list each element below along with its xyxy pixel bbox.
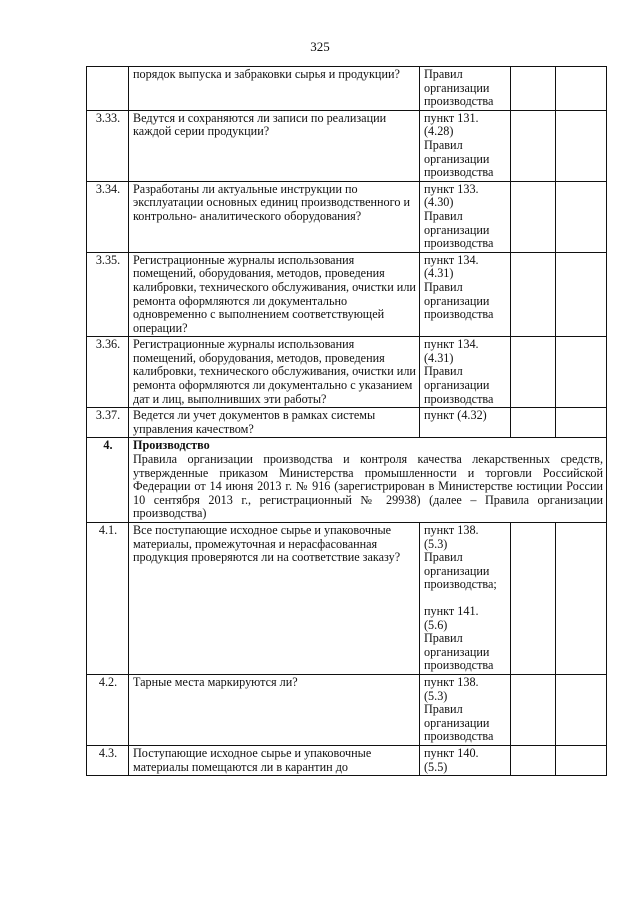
reference-line: Правил — [424, 702, 463, 717]
reference-cell — [420, 408, 511, 438]
item-number: 4.3. — [87, 745, 129, 775]
answer-no-cell — [556, 181, 607, 252]
answer-yes-cell — [511, 745, 556, 775]
table-row — [87, 181, 607, 252]
question-text: Регистрационные журналы использования помещений, оборудования, методов, проведения калибровки, технического обслуживания, очистки или ремонта оформляются ли документально с указанием дат и лиц, выполнивших эти работы? — [129, 337, 420, 408]
question-text: Разработаны ли актуальные инструкции по эксплуатации основных единиц производственного и контрольно- аналитического оборудования? — [129, 181, 420, 252]
section-cell — [129, 438, 607, 523]
reference-line: производства — [424, 165, 494, 180]
reference-line: (4.30) — [424, 195, 454, 210]
answer-no-cell — [556, 674, 607, 745]
item-number: 3.36. — [87, 337, 129, 408]
item-number: 4.2. — [87, 674, 129, 745]
reference-line: Правил — [424, 631, 463, 646]
reference-line: Правил — [424, 279, 463, 294]
reference-line: Правил — [424, 208, 463, 223]
reference-line: пункт 134. — [424, 337, 479, 352]
table-row — [87, 523, 607, 675]
answer-yes-cell — [511, 674, 556, 745]
reference-line: производства — [424, 658, 494, 673]
table-row — [87, 110, 607, 181]
reference-line: пункт 140. — [424, 745, 479, 760]
answer-no-cell — [556, 408, 607, 438]
table-row — [87, 674, 607, 745]
reference-cell — [420, 67, 511, 111]
reference-line: Правил — [424, 550, 463, 565]
reference-cell — [420, 523, 511, 675]
answer-yes-cell — [511, 181, 556, 252]
reference-cell — [420, 745, 511, 775]
reference-line: производства — [424, 236, 494, 251]
question-text: Ведутся и сохраняются ли записи по реализации каждой серии продукции? — [129, 110, 420, 181]
reference-line: производства — [424, 307, 494, 322]
section-title: Производство — [133, 438, 210, 453]
reference-line: Правил — [424, 364, 463, 379]
table-row — [87, 337, 607, 408]
item-number: 3.35. — [87, 252, 129, 337]
reference-cell — [420, 674, 511, 745]
reference-line: Правил — [424, 137, 463, 152]
section-row — [87, 438, 607, 523]
reference-line: производства — [424, 391, 494, 406]
answer-no-cell — [556, 337, 607, 408]
question-text: порядок выпуска и забраковки сырья и продукции? — [129, 67, 420, 111]
reference-line: пункт 138. — [424, 523, 479, 537]
section-description: Правила организации производства и контроля качества лекарственных средств, утвержденные приказом Министерства промышленности и торговли Российской Федерации от 14 июня 2013 г. № 916 (зарегистрирован в Министерстве юстиции России 10 сентября 2013 г., регистрационный № 29938) (далее – Правила организации производства) — [133, 452, 603, 521]
reference-cell — [420, 181, 511, 252]
reference-line: (5.3) — [424, 536, 448, 551]
reference-line: (5.5) — [424, 759, 448, 774]
question-text: Тарные места маркируются ли? — [129, 674, 420, 745]
table-row — [87, 252, 607, 337]
reference-line: (4.31) — [424, 350, 454, 365]
answer-no-cell — [556, 110, 607, 181]
question-text: Все поступающие исходное сырье и упаковочные материалы, промежуточная и нерасфасованная продукция проверяются ли на соответствие заказу? — [129, 523, 420, 675]
table-row — [87, 67, 607, 111]
table-row — [87, 745, 607, 775]
reference-line: производства; — [424, 577, 497, 592]
reference-line: пункт 141. — [424, 603, 479, 618]
reference-line: (4.31) — [424, 266, 454, 281]
reference-cell — [420, 337, 511, 408]
item-number: 3.34. — [87, 181, 129, 252]
reference-cell — [420, 252, 511, 337]
reference-line: производства — [424, 94, 494, 109]
item-number: 3.33. — [87, 110, 129, 181]
reference-line: организации — [424, 715, 490, 730]
answer-no-cell — [556, 67, 607, 111]
question-text: Регистрационные журналы использования помещений, оборудования, методов, проведения калибровки, технического обслуживания, очистки или ремонта оформляются ли документально одновременно с выполнением соответствующей операции? — [129, 252, 420, 337]
question-text: Поступающие исходное сырье и упаковочные материалы помещаются ли в карантин до — [129, 745, 420, 775]
reference-line: организации — [424, 563, 490, 578]
page-number: 325 — [310, 39, 330, 54]
answer-no-cell — [556, 252, 607, 337]
answer-yes-cell — [511, 110, 556, 181]
answer-yes-cell — [511, 252, 556, 337]
answer-yes-cell — [511, 67, 556, 111]
reference-cell — [420, 110, 511, 181]
checklist-table — [86, 66, 607, 776]
reference-line: организации — [424, 222, 490, 237]
reference-line: организации — [424, 80, 490, 95]
reference-line: пункт 134. — [424, 252, 479, 267]
reference-line: (5.3) — [424, 688, 448, 703]
reference-line: организации — [424, 151, 490, 166]
item-number: 4.1. — [87, 523, 129, 675]
item-number — [87, 67, 129, 111]
reference-line: пункт (4.32) — [424, 408, 487, 423]
table-row — [87, 408, 607, 438]
reference-line: организации — [424, 293, 490, 308]
answer-yes-cell — [511, 523, 556, 675]
answer-no-cell — [556, 523, 607, 675]
question-text: Ведется ли учет документов в рамках системы управления качеством? — [129, 408, 420, 438]
reference-line: пункт 131. — [424, 110, 479, 125]
reference-line: Правил — [424, 67, 463, 81]
reference-line: пункт 133. — [424, 181, 479, 196]
answer-yes-cell — [511, 337, 556, 408]
section-number: 4. — [87, 438, 129, 523]
reference-line: (5.6) — [424, 617, 448, 632]
reference-line: производства — [424, 729, 494, 744]
item-number: 3.37. — [87, 408, 129, 438]
reference-line: организации — [424, 378, 490, 393]
answer-yes-cell — [511, 408, 556, 438]
reference-line: (4.28) — [424, 124, 454, 139]
reference-line: пункт 138. — [424, 674, 479, 689]
answer-no-cell — [556, 745, 607, 775]
reference-line: организации — [424, 644, 490, 659]
